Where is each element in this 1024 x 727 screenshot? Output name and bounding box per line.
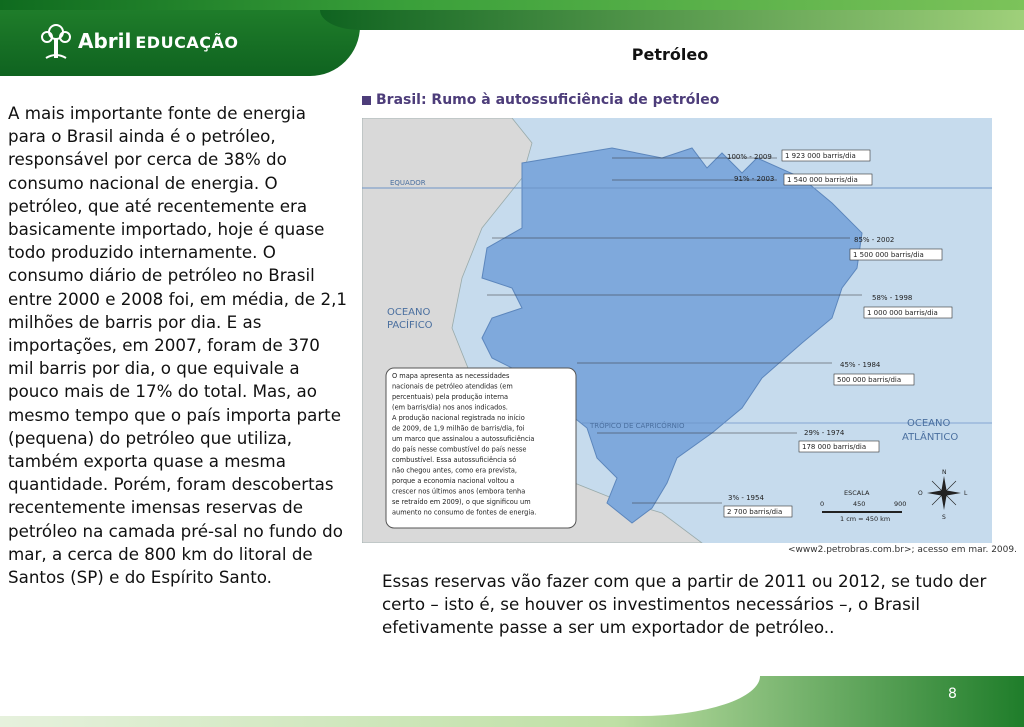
- atlantic-label-1: OCEANO: [907, 418, 951, 429]
- note-line: O mapa apresenta as necessidades: [392, 372, 510, 380]
- pct-label: 45% - 1984: [840, 361, 881, 369]
- pacific-label-1: OCEANO: [387, 307, 431, 318]
- header-curve: [320, 10, 1024, 30]
- note-line: combustível. Essa autossuficiência só: [392, 456, 517, 464]
- bottom-paragraph: Essas reservas vão fazer com que a partir de 2011 ou 2012, se tudo der certo – isto é, se houver os investimentos necessários –, o Brasil efetivamente passe a ser um exportador de petróleo..: [382, 571, 987, 638]
- logo-text: [78, 29, 238, 53]
- map-title: [362, 92, 719, 108]
- note-line: de 2009, de 1,9 milhão de barris/dia, foi: [392, 424, 525, 433]
- note-line: não chegou antes, como era prevista,: [392, 466, 518, 475]
- compass-s: S: [942, 514, 946, 521]
- page-title: Petróleo: [631, 45, 709, 64]
- pct-label: 58% - 1998: [872, 294, 913, 302]
- logo-edu: EDUCAÇÃO: [135, 33, 239, 52]
- pct-label: 29% - 1974: [804, 429, 845, 437]
- abril-logo: [40, 22, 238, 60]
- pacific-label-2: PACÍFICO: [387, 320, 433, 331]
- note-line: do país nesse combustível do país nesse: [392, 445, 527, 454]
- pct-label: 3% - 1954: [728, 494, 764, 502]
- title-square-icon: [362, 96, 371, 105]
- tree-icon: [40, 22, 72, 60]
- note-line: um marco que assinalou a autossuficiência: [392, 435, 535, 443]
- pct-label: 91% - 2003: [734, 175, 775, 183]
- pct-label: 100% - 2009: [727, 153, 772, 161]
- footer-curve: [0, 676, 760, 716]
- note-line: se retraído em 2009), o que significou um: [392, 498, 531, 506]
- barrels-label: 1 540 000 barris/dia: [787, 176, 858, 184]
- pct-label: 85% - 2002: [854, 236, 895, 244]
- compass-n: N: [942, 469, 947, 476]
- left-paragraph: A mais importante fonte de energia para o Brasil ainda é o petróleo, responsável por cerca de 38% do consumo nacional de energia. O petróleo, que até recentemente era basicamente importado, hoje é quase todo produzido internamente. O consumo diário de petróleo no Brasil entre 2000 e 2008 foi, em média, de 2,1 milhões de barris por dia. E as importações, em 2007, foram de 370 mil barris por dia, o que equivale a pouco mais de 17% do total. Mas, ao mesmo tempo que o país importa parte (pequena) do petróleo que utiliza, também exporta quase a mesma quantidade. Porém, foram descobertas recentemente imensas reservas de petróleo na camada pré-sal no fundo do mar, a cerca de 800 km do litoral de Santos (SP) e do Espírito Santo.: [8, 103, 348, 588]
- note-line: crescer nos últimos anos (embora tenha: [392, 487, 526, 496]
- scale-title: ESCALA: [844, 489, 870, 497]
- scale-caption: 1 cm = 450 km: [840, 515, 891, 523]
- page-number: 8: [948, 686, 957, 702]
- compass-l: L: [964, 490, 968, 497]
- atlantic-label-2: ATLÂNTICO: [902, 432, 959, 443]
- map-title-text: Brasil: Rumo à autossuficiência de petróleo: [376, 92, 720, 108]
- scale-tick: 900: [894, 500, 907, 508]
- top-bar: [0, 0, 1024, 10]
- barrels-label: 1 923 000 barris/dia: [785, 152, 856, 160]
- note-line: nacionais de petróleo atendidas (em: [392, 382, 513, 391]
- map-source: <www2.petrobras.com.br>; acesso em mar. 2009.: [788, 545, 1017, 555]
- note-line: (em barris/dia) nos anos indicados.: [392, 403, 508, 412]
- logo-brand: Abril: [78, 29, 132, 53]
- scale-tick: 0: [820, 500, 825, 508]
- barrels-label: 178 000 barris/dia: [802, 443, 867, 451]
- brazil-map: [362, 118, 992, 543]
- scale-tick: 450: [853, 500, 866, 508]
- barrels-label: 1 000 000 barris/dia: [867, 309, 938, 317]
- note-line: aumento no consumo de fontes de energia.: [392, 508, 537, 517]
- note-line: porque a economia nacional voltou a: [392, 477, 515, 485]
- barrels-label: 500 000 barris/dia: [837, 376, 902, 384]
- compass-o: O: [918, 490, 923, 497]
- equator-label: EQUADOR: [390, 179, 426, 187]
- note-line: A produção nacional registrada no início: [392, 414, 525, 422]
- barrels-label: 1 500 000 barris/dia: [853, 251, 924, 259]
- note-line: percentuais) pela produção interna: [392, 393, 509, 401]
- tropic-label: TRÓPICO DE CAPRICÓRNIO: [590, 422, 685, 430]
- barrels-label: 2 700 barris/dia: [727, 508, 783, 516]
